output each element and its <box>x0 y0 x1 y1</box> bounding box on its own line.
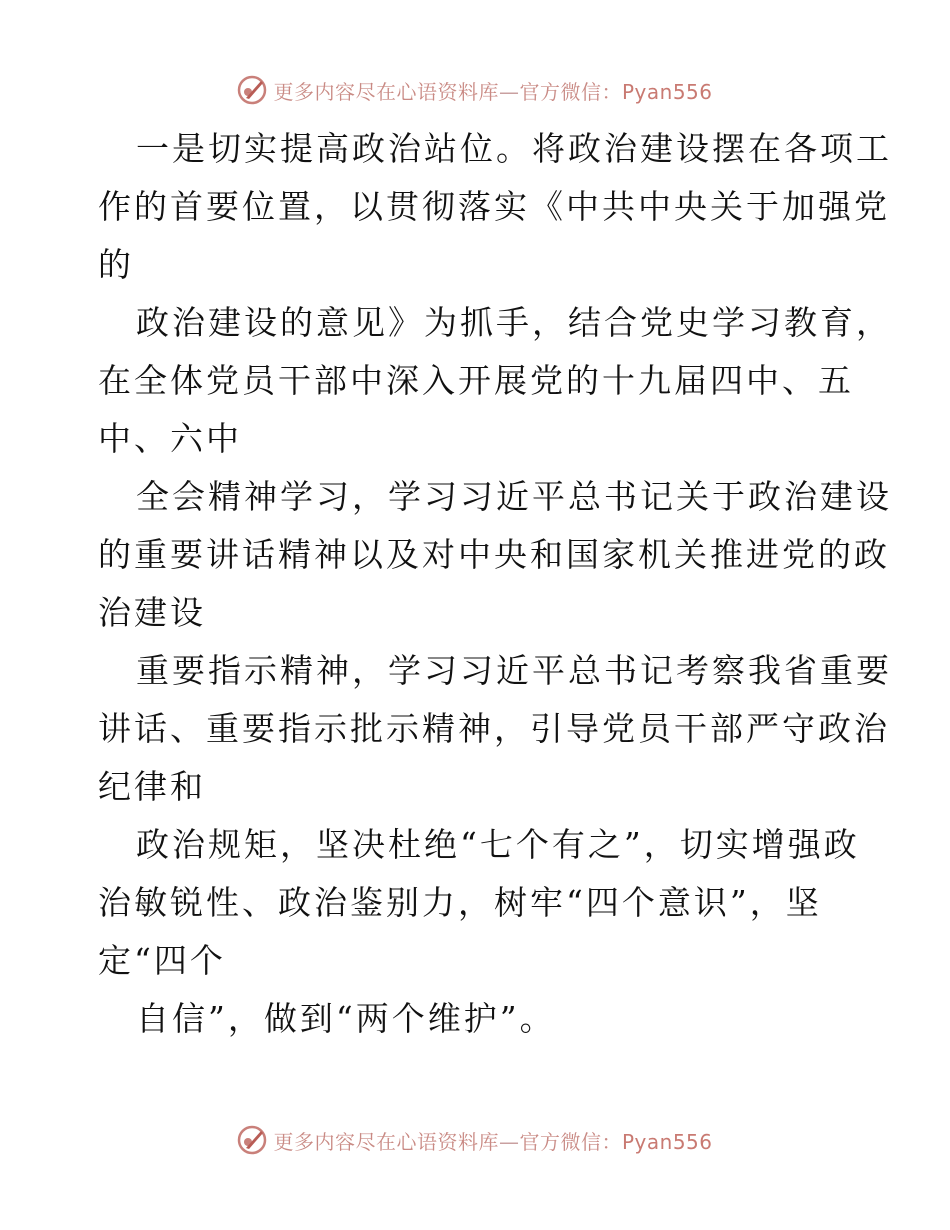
text-line: 重要指示精神，学习习近平总书记考察我省重要 <box>136 651 892 690</box>
text-line: 定“四个 <box>98 941 226 980</box>
text-line: 全会精神学习，学习习近平总书记关于政治建设 <box>136 477 892 516</box>
text-line: 纪律和 <box>98 767 206 806</box>
text-line: 治敏锐性、政治鉴别力，树牢“四个意识”，坚 <box>98 883 822 922</box>
text-line: 中、六中 <box>98 419 242 458</box>
text-line: 自信”，做到“两个维护”。 <box>136 999 556 1038</box>
watermark-site: 更多内容尽在心语资料库 <box>273 1129 499 1154</box>
text-line: 作的首要位置，以贯彻落实《中共中央关于加强党 <box>98 187 890 226</box>
body-text <box>98 120 892 1048</box>
watermark-wechat-id: Pyan556 <box>621 1129 713 1154</box>
watermark-site: 更多内容尽在心语资料库 <box>273 79 499 104</box>
text-line: 治建设 <box>98 593 206 632</box>
watermark-wechat-label: 官方微信： <box>519 1129 622 1154</box>
watermark-dash: — <box>498 79 520 104</box>
text-line: 政治规矩，坚决杜绝“七个有之”，切实增强政 <box>136 825 860 864</box>
watermark-text <box>273 1126 712 1155</box>
watermark-wechat-label: 官方微信： <box>519 79 622 104</box>
text-line: 的 <box>98 245 134 284</box>
text-line: 讲话、重要指示批示精神，引导党员干部严守政治 <box>98 709 890 748</box>
watermark-text <box>273 76 712 105</box>
watermark-dash: — <box>498 1129 520 1154</box>
quill-logo-icon <box>237 1125 267 1155</box>
text-line: 在全体党员干部中深入开展党的十九届四中、五 <box>98 361 854 400</box>
header-watermark <box>0 70 950 110</box>
text-line: 政治建设的意见》为抓手，结合党史学习教育， <box>136 303 892 342</box>
text-line: 的重要讲话精神以及对中央和国家机关推进党的政 <box>98 535 890 574</box>
footer-watermark <box>0 1120 950 1160</box>
quill-logo-icon <box>237 75 267 105</box>
text-line: 一是切实提高政治站位。将政治建设摆在各项工 <box>136 129 892 168</box>
watermark-wechat-id: Pyan556 <box>621 79 713 104</box>
